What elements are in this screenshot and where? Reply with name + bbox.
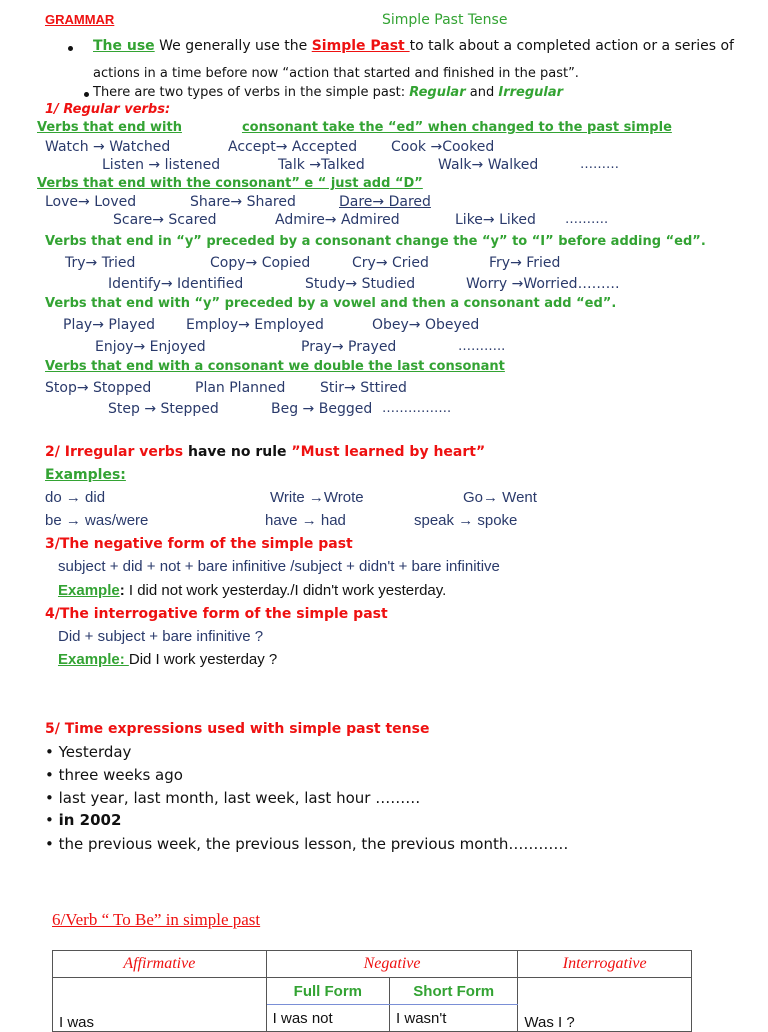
verb-pair: speak → spoke <box>414 512 518 529</box>
verb-pair: Enjoy→ Enjoyed <box>95 339 206 355</box>
use-before: We generally use the <box>154 38 312 54</box>
verb-pair: Pray→ Prayed <box>301 339 397 355</box>
verb-pair: Talk →Talked <box>278 157 365 173</box>
verb-pair: Like→ Liked <box>455 212 536 228</box>
verb-pair: Accept→ Accepted <box>228 139 358 155</box>
regular-rule3: Verbs that end in “y” preceded by a consonant change the “y” to “I” before adding “ed”. <box>45 234 706 249</box>
cell-full: I was not <box>266 1005 389 1032</box>
verb-pair: Dare→ Dared <box>339 194 431 210</box>
verb-pair: Try→ Tried <box>65 255 136 271</box>
examples-label: Examples: <box>45 467 126 483</box>
list-item <box>45 811 121 829</box>
ellipsis: ……… <box>580 157 619 172</box>
negative-example <box>58 582 446 599</box>
irregular-title-a: 2/ Irregular verbs <box>45 444 184 460</box>
verb-pair: Cook →Cooked <box>391 139 495 155</box>
rule1-part-a: Verbs that end with <box>37 120 182 135</box>
verb-pair: Share→ Shared <box>190 194 296 210</box>
rule1-part-b: consonant take the “ed” when changed to the past simple <box>241 120 672 135</box>
col-affirmative: Affirmative <box>53 951 267 978</box>
irregular-title-c: ”Must learned by heart” <box>291 444 486 460</box>
list-item: • the previous week, the previous lesson, the previous month………… <box>45 835 569 853</box>
use-label: The use <box>93 38 155 54</box>
verb-pair: Walk→ Walked <box>438 157 539 173</box>
cell-short: I wasn't <box>390 1005 518 1032</box>
subcol-short: Short Form <box>390 978 518 1005</box>
regular-rule4: Verbs that end with “y” preceded by a vowel and then a consonant add “ed”. <box>45 296 617 311</box>
regular-title: 1/ Regular verbs: <box>45 102 171 117</box>
verb-pair: Scare→ Scared <box>113 212 217 228</box>
header-topic: Simple Past Tense <box>382 12 508 28</box>
use-after: to talk about a completed action or a series of <box>409 38 734 54</box>
verb-pair: Worry →Worried……… <box>466 276 620 292</box>
example-label: Example <box>58 582 120 599</box>
time-expressions-title: 5/ Time expressions used with simple past tense <box>45 721 430 737</box>
to-be-title: 6/Verb “ To Be” in simple past <box>52 910 261 929</box>
verb-pair: Admire→ Admired <box>275 212 400 228</box>
verb-pair: Stop→ Stopped <box>45 380 152 396</box>
negative-formula: subject + did + not + bare infinitive /subject + didn't + bare infinitive <box>58 558 500 575</box>
example-text: Did I work yesterday ? <box>128 651 278 668</box>
verb-pair: Go→ Went <box>463 489 537 506</box>
verb-pair: have → had <box>265 512 346 529</box>
regular-rule5: Verbs that end with a consonant we double the last consonant <box>45 359 505 374</box>
cell-interrogative: Was I ? <box>518 978 692 1032</box>
use-highlight: Simple Past <box>311 38 410 54</box>
list-item: • last year, last month, last week, last hour ……… <box>45 789 421 807</box>
verb-pair: Fry→ Fried <box>489 255 561 271</box>
interrogative-title: 4/The interrogative form of the simple past <box>45 606 388 622</box>
col-negative: Negative <box>266 951 518 978</box>
intro-types-line <box>93 85 563 100</box>
list-item: • three weeks ago <box>45 766 183 784</box>
ellipsis: ………. <box>565 212 609 227</box>
verb-pair: Write →Wrote <box>270 489 364 506</box>
col-interrogative: Interrogative <box>518 951 692 978</box>
bullet-dot <box>68 46 73 51</box>
verb-pair: Play→ Played <box>63 317 156 333</box>
types-text: There are two types of verbs in the simple past: <box>93 85 410 100</box>
example-label: Example: <box>58 651 129 668</box>
intro-use-line2: actions in a time before now “action that started and finished in the past”. <box>93 66 579 81</box>
verb-pair: Love→ Loved <box>45 194 137 210</box>
verb-pair: Study→ Studied <box>305 276 416 292</box>
verb-pair: Beg → Begged <box>271 401 373 417</box>
bullet-dot <box>84 92 89 97</box>
interrogative-example <box>58 651 277 668</box>
table-row <box>53 951 692 978</box>
list-item-bullet: • <box>45 811 59 829</box>
list-item-bold: in 2002 <box>58 811 122 829</box>
regular-rule1 <box>37 120 672 135</box>
intro-use-line <box>93 38 734 54</box>
example-text: I did not work yesterday./I didn't work yesterday. <box>124 582 447 599</box>
negative-title: 3/The negative form of the simple past <box>45 536 353 552</box>
types-irregular: Irregular <box>498 85 564 100</box>
verb-pair: Step → Stepped <box>108 401 219 417</box>
verb-pair: Listen → listened <box>102 157 221 173</box>
example-colon: : <box>119 582 125 599</box>
list-item: • Yesterday <box>45 743 132 761</box>
verb-pair: Employ→ Employed <box>186 317 324 333</box>
ellipsis: ……….. <box>458 339 506 354</box>
verb-pair: Watch → Watched <box>45 139 171 155</box>
verb-pair: Stir→ Sttired <box>320 380 407 396</box>
verb-pair: Identify→ Identified <box>108 276 244 292</box>
types-and: and <box>465 85 499 100</box>
table-row <box>53 978 692 1005</box>
verb-pair: Cry→ Cried <box>352 255 429 271</box>
header-grammar: GRAMMAR <box>45 12 115 27</box>
interrogative-formula: Did + subject + bare infinitive ? <box>58 628 264 645</box>
verb-pair: Obey→ Obeyed <box>372 317 480 333</box>
ellipsis: ……………. <box>382 401 452 416</box>
irregular-title-b: have no rule <box>183 444 292 460</box>
to-be-table <box>52 950 692 1032</box>
types-regular: Regular <box>409 85 466 100</box>
verb-pair: Copy→ Copied <box>210 255 311 271</box>
cell-affirmative: I was <box>53 978 267 1032</box>
verb-pair: be → was/were <box>45 512 149 529</box>
regular-rule2: Verbs that end with the consonant” e “ just add “D” <box>37 176 423 191</box>
irregular-title <box>45 444 485 460</box>
verb-pair: Plan Planned <box>195 380 286 396</box>
subcol-full: Full Form <box>266 978 389 1005</box>
verb-pair: do → did <box>45 489 106 506</box>
